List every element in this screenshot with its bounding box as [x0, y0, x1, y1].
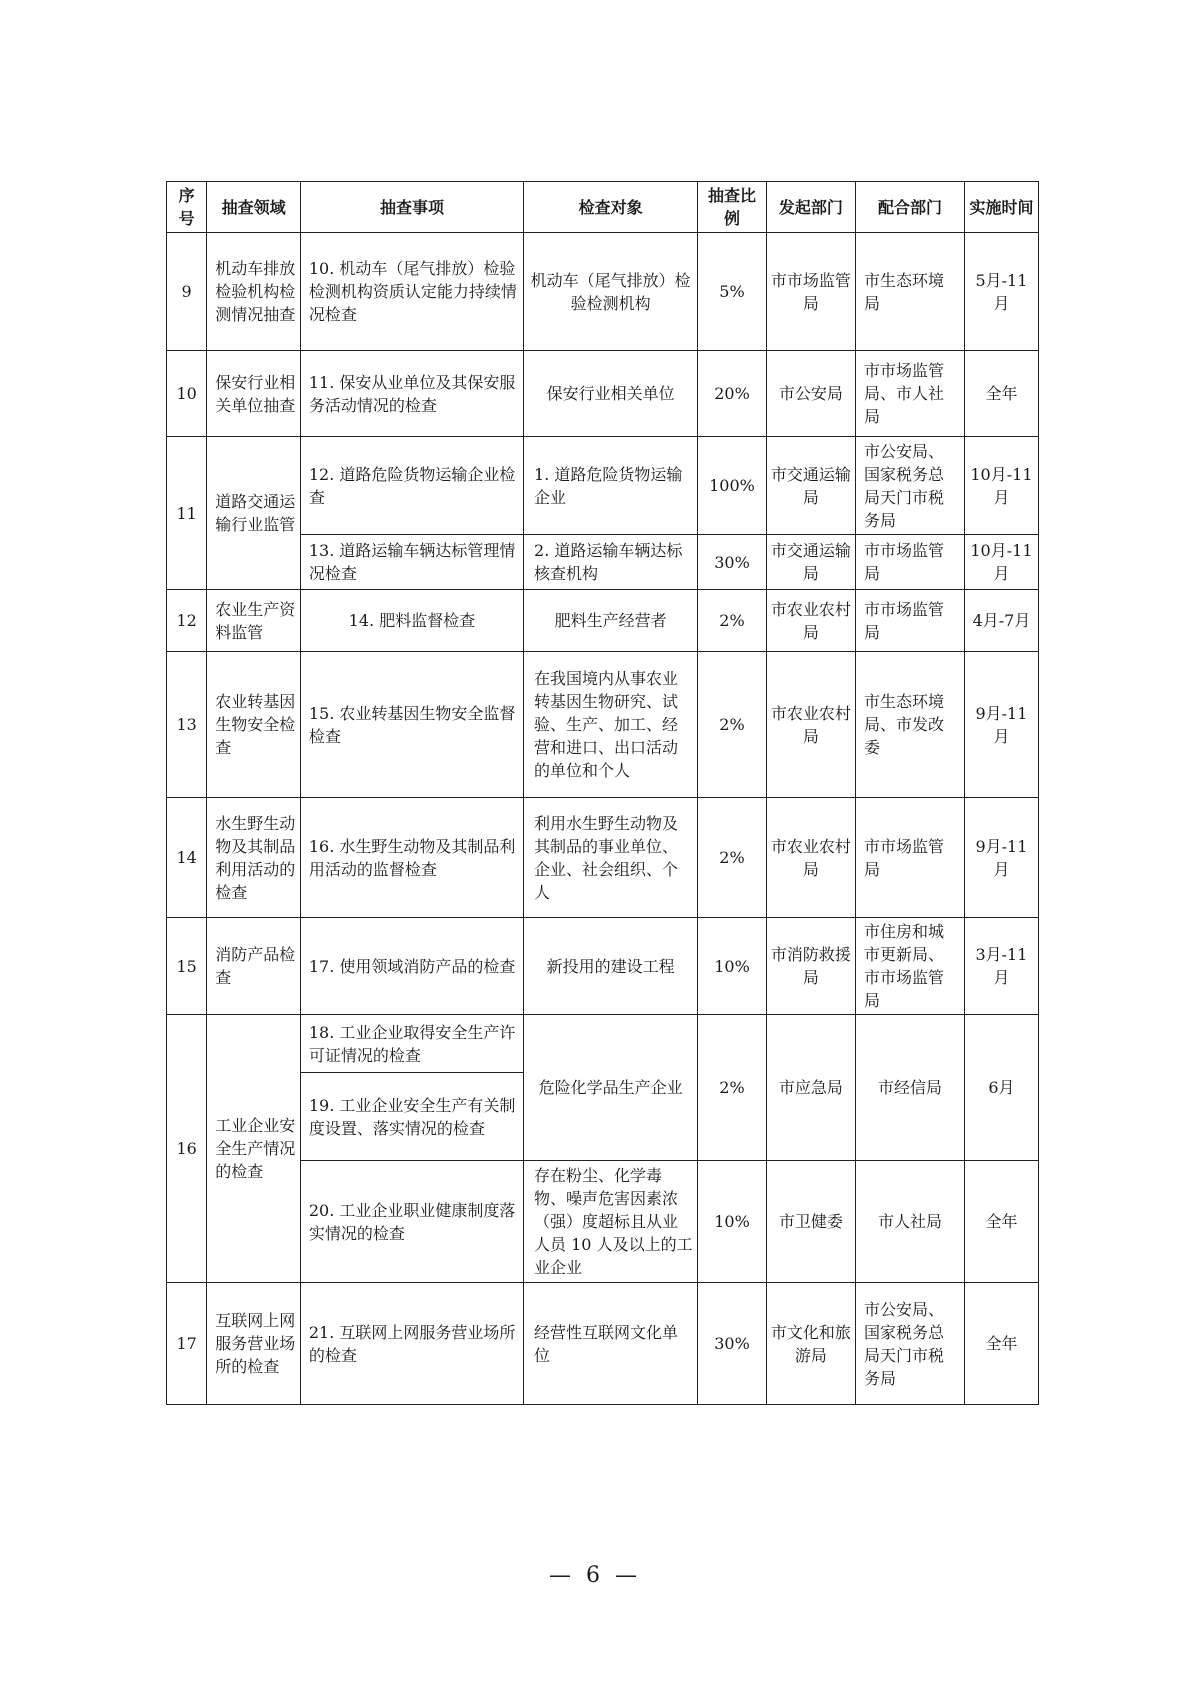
row-partner: 市公安局、国家税务总局天门市税务局: [856, 1283, 965, 1405]
table-row: [167, 918, 1039, 1015]
row-target: 经营性互联网文化单位: [524, 1283, 698, 1405]
row-time: 5月-11月: [964, 233, 1038, 351]
row-ratio: 5%: [698, 233, 767, 351]
header-ratio: 抽查比例: [698, 182, 767, 233]
row-ratio: 2%: [698, 1015, 767, 1161]
row-ratio: 2%: [698, 652, 767, 798]
row-item: 10. 机动车（尾气排放）检验检测机构资质认定能力持续情况检查: [300, 233, 523, 351]
row-target: 保安行业相关单位: [524, 351, 698, 437]
row-time: 4月-7月: [964, 590, 1038, 652]
row-no: 16: [167, 1015, 207, 1283]
row-time: 全年: [964, 1161, 1038, 1283]
row-initiator: 市交通运输局: [766, 535, 855, 590]
header-row: [167, 182, 1039, 233]
row-ratio: 20%: [698, 351, 767, 437]
row-field: 机动车排放检验机构检测情况抽查: [207, 233, 301, 351]
row-item: 18. 工业企业取得安全生产许可证情况的检查: [300, 1015, 523, 1073]
row-initiator: 市农业农村局: [766, 798, 855, 918]
row-time: 全年: [964, 351, 1038, 437]
row-target: 在我国境内从事农业转基因生物研究、试验、生产、加工、经营和进口、出口活动的单位和个人: [524, 652, 698, 798]
row-item: 12. 道路危险货物运输企业检查: [300, 437, 523, 535]
table-row: [167, 233, 1039, 351]
row-ratio: 30%: [698, 535, 767, 590]
header-time: 实施时间: [964, 182, 1038, 233]
header-field: 抽查领域: [207, 182, 301, 233]
row-initiator: 市农业农村局: [766, 590, 855, 652]
row-item: 17. 使用领域消防产品的检查: [300, 918, 523, 1015]
row-item: 20. 工业企业职业健康制度落实情况的检查: [300, 1161, 523, 1283]
row-target: 2. 道路运输车辆达标核查机构: [524, 535, 698, 590]
row-target: 利用水生野生动物及其制品的事业单位、企业、社会组织、个人: [524, 798, 698, 918]
row-initiator: 市市场监管局: [766, 233, 855, 351]
row-target: 存在粉尘、化学毒物、噪声危害因素浓（强）度超标且从业人员 10 人及以上的工业企业: [524, 1161, 698, 1283]
row-ratio: 2%: [698, 590, 767, 652]
row-time: 10月-11月: [964, 437, 1038, 535]
row-time: 6月: [964, 1015, 1038, 1161]
row-no: 9: [167, 233, 207, 351]
row-time: 9月-11月: [964, 798, 1038, 918]
table-row: [167, 652, 1039, 798]
row-item: 21. 互联网上网服务营业场所的检查: [300, 1283, 523, 1405]
row-field: 农业生产资料监管: [207, 590, 301, 652]
row-no: 14: [167, 798, 207, 918]
row-time: 全年: [964, 1283, 1038, 1405]
row-target: 机动车（尾气排放）检验检测机构: [524, 233, 698, 351]
header-initiator: 发起部门: [766, 182, 855, 233]
row-partner: 市市场监管局: [856, 590, 965, 652]
row-field: 道路交通运输行业监管: [207, 437, 301, 590]
row-item: 19. 工业企业安全生产有关制度设置、落实情况的检查: [300, 1073, 523, 1161]
row-field: 农业转基因生物安全检查: [207, 652, 301, 798]
row-initiator: 市交通运输局: [766, 437, 855, 535]
row-initiator: 市消防救援局: [766, 918, 855, 1015]
row-initiator: 市公安局: [766, 351, 855, 437]
row-target: 危险化学品生产企业: [524, 1015, 698, 1161]
row-partner: 市公安局、国家税务总局天门市税务局: [856, 437, 965, 535]
row-partner: 市市场监管局: [856, 535, 965, 590]
row-no: 10: [167, 351, 207, 437]
header-item: 抽查事项: [300, 182, 523, 233]
row-target: 肥料生产经营者: [524, 590, 698, 652]
row-ratio: 30%: [698, 1283, 767, 1405]
row-item: 11. 保安从业单位及其保安服务活动情况的检查: [300, 351, 523, 437]
page-number: — 6 —: [549, 1563, 641, 1588]
row-item: 14. 肥料监督检查: [300, 590, 523, 652]
row-no: 11: [167, 437, 207, 590]
row-field: 工业企业安全生产情况的检查: [207, 1015, 301, 1283]
row-field: 保安行业相关单位抽查: [207, 351, 301, 437]
row-ratio: 2%: [698, 798, 767, 918]
row-partner: 市市场监管局、市人社局: [856, 351, 965, 437]
header-no: 序号: [167, 182, 207, 233]
row-time: 10月-11月: [964, 535, 1038, 590]
row-field: 互联网上网服务营业场所的检查: [207, 1283, 301, 1405]
row-no: 15: [167, 918, 207, 1015]
table-row: [167, 798, 1039, 918]
row-item: 16. 水生野生动物及其制品利用活动的监督检查: [300, 798, 523, 918]
row-field: 水生野生动物及其制品利用活动的检查: [207, 798, 301, 918]
table-row: [167, 1283, 1039, 1405]
table-row: [167, 1015, 1039, 1073]
header-target: 检查对象: [524, 182, 698, 233]
table-row: [167, 437, 1039, 535]
row-initiator: 市卫健委: [766, 1161, 855, 1283]
row-target: 1. 道路危险货物运输企业: [524, 437, 698, 535]
row-time: 3月-11月: [964, 918, 1038, 1015]
row-field: 消防产品检查: [207, 918, 301, 1015]
row-target: 新投用的建设工程: [524, 918, 698, 1015]
row-ratio: 100%: [698, 437, 767, 535]
table-row: [167, 590, 1039, 652]
row-partner: 市生态环境局: [856, 233, 965, 351]
row-time: 9月-11月: [964, 652, 1038, 798]
row-initiator: 市农业农村局: [766, 652, 855, 798]
row-partner: 市生态环境局、市发改委: [856, 652, 965, 798]
row-item: 13. 道路运输车辆达标管理情况检查: [300, 535, 523, 590]
row-ratio: 10%: [698, 918, 767, 1015]
row-no: 17: [167, 1283, 207, 1405]
row-partner: 市住房和城市更新局、市市场监管局: [856, 918, 965, 1015]
row-no: 12: [167, 590, 207, 652]
row-initiator: 市文化和旅游局: [766, 1283, 855, 1405]
row-partner: 市人社局: [856, 1161, 965, 1283]
table-row: [167, 351, 1039, 437]
row-partner: 市经信局: [856, 1015, 965, 1161]
row-item: 15. 农业转基因生物安全监督检查: [300, 652, 523, 798]
row-ratio: 10%: [698, 1161, 767, 1283]
row-initiator: 市应急局: [766, 1015, 855, 1161]
inspection-table: [166, 181, 1039, 1405]
row-partner: 市市场监管局: [856, 798, 965, 918]
header-partner: 配合部门: [856, 182, 965, 233]
row-no: 13: [167, 652, 207, 798]
